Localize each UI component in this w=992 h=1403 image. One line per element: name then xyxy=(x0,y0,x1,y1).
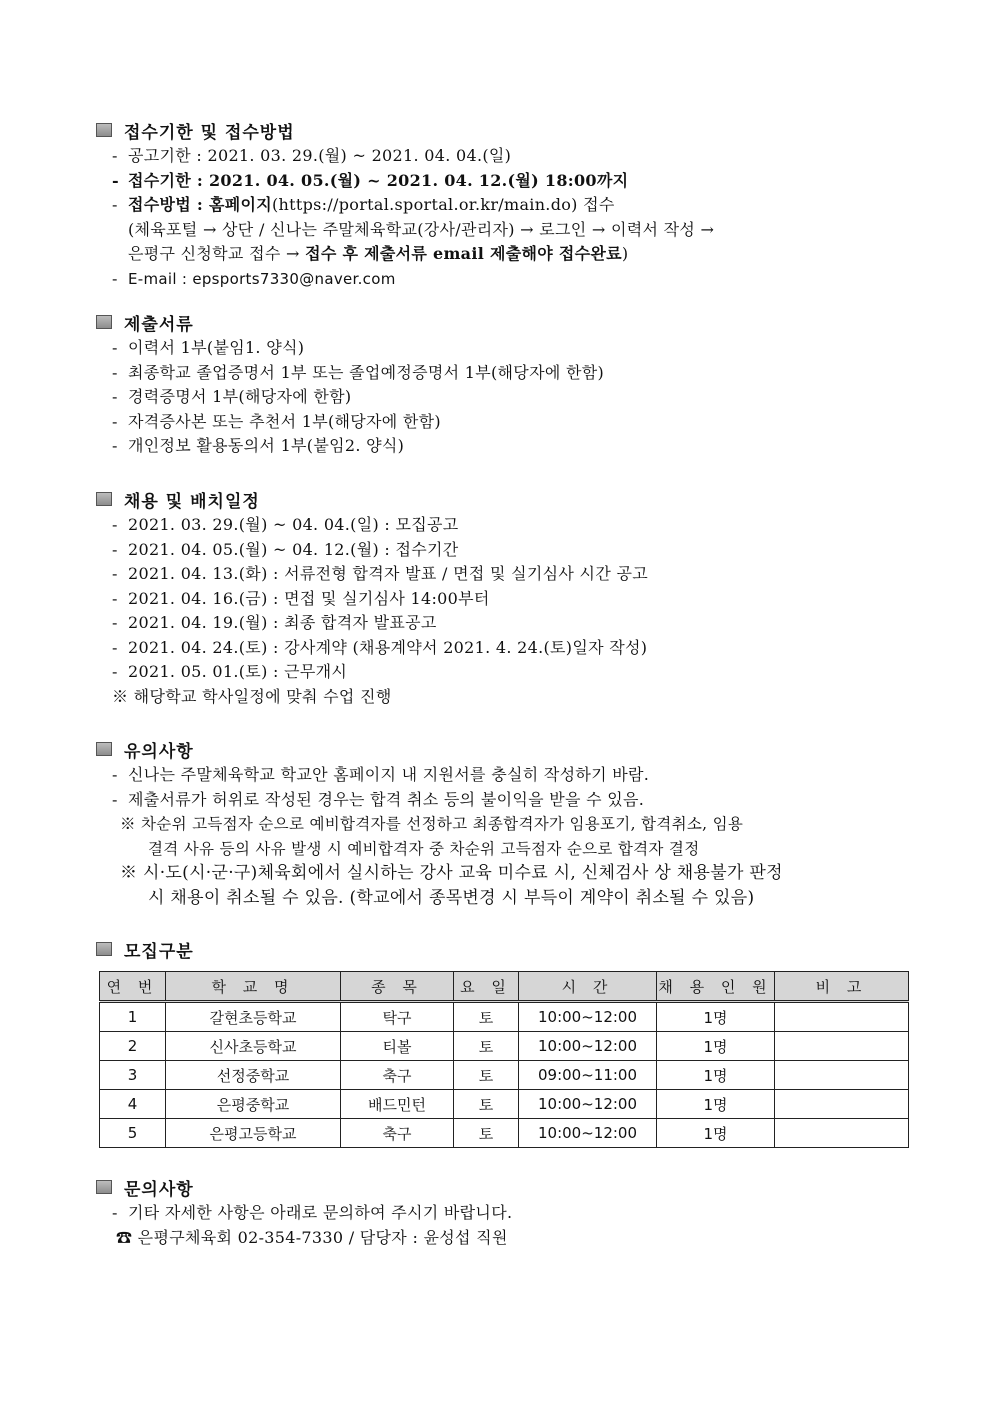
section-bullet-icon xyxy=(96,942,112,956)
section-schedule xyxy=(96,487,916,709)
table-row xyxy=(100,1061,909,1090)
caution-item: - 신나는 주말체육학교 학교안 홈페이지 내 지원서를 충실히 작성하기 바람. xyxy=(112,765,650,784)
list-item: - 최종학교 졸업증명서 1부 또는 졸업예정증명서 1부(해당자에 한함) xyxy=(112,362,605,382)
caution-note-cont: 시 채용이 취소될 수 있음. (학교에서 종목변경 시 부득이 계약이 취소될 수 있음) xyxy=(148,887,755,908)
cell-number: 2 xyxy=(100,1032,166,1061)
col-header-hires: 채 용 인 원 xyxy=(657,972,775,1002)
cell-hires: 1명 xyxy=(657,1061,775,1090)
col-header-time: 시 간 xyxy=(519,972,657,1002)
deadline-line: - 접수기한 : 2021. 04. 05.(월) ~ 2021. 04. 12.(월) 18:00까지 xyxy=(112,170,629,190)
section-title: 제출서류 xyxy=(124,314,194,335)
cell-hires: 1명 xyxy=(657,1002,775,1032)
schedule-item: - 2021. 04. 13.(화) : 서류전형 합격자 발표 / 면접 및 실기심사 시간 공고 xyxy=(112,564,648,583)
section-title: 모집구분 xyxy=(124,941,194,962)
section-recruit xyxy=(96,937,916,961)
col-header-number: 연 번 xyxy=(100,972,166,1002)
cell-day: 토 xyxy=(454,1090,519,1119)
table-row xyxy=(100,1090,909,1119)
cell-sport: 축구 xyxy=(341,1119,454,1148)
cell-school: 신사초등학교 xyxy=(166,1032,341,1061)
cell-hires: 1명 xyxy=(657,1119,775,1148)
section-bullet-icon xyxy=(96,742,112,756)
cell-school: 은평고등학교 xyxy=(166,1119,341,1148)
section-inquiry xyxy=(96,1175,916,1250)
cell-time: 10:00~12:00 xyxy=(519,1032,657,1061)
schedule-item: - 2021. 04. 24.(토) : 강사계약 (채용계약서 2021. 4. 24.(토)일자 작성) xyxy=(112,637,648,657)
cell-day: 토 xyxy=(454,1002,519,1032)
cell-number: 3 xyxy=(100,1061,166,1090)
section-bullet-icon xyxy=(96,492,112,506)
list-item: - 자격증사본 또는 추천서 1부(해당자에 한함) xyxy=(112,411,441,431)
col-header-day: 요 일 xyxy=(454,972,519,1002)
cell-remarks xyxy=(775,1061,909,1090)
col-header-remarks: 비 고 xyxy=(775,972,909,1002)
section-title: 문의사항 xyxy=(124,1179,194,1200)
list-item: - 이력서 1부(붙임1. 양식) xyxy=(112,338,305,357)
schedule-item: - 2021. 04. 05.(월) ~ 04. 12.(월) : 접수기간 xyxy=(112,539,459,559)
cell-day: 토 xyxy=(454,1032,519,1061)
section-deadline xyxy=(96,118,916,291)
cell-hires: 1명 xyxy=(657,1032,775,1061)
caution-item: - 제출서류가 허위로 작성된 경우는 합격 취소 등의 불이익을 받을 수 있음. xyxy=(112,789,645,809)
cell-sport: 티볼 xyxy=(341,1032,454,1061)
cell-sport: 탁구 xyxy=(341,1002,454,1032)
section-bullet-icon xyxy=(96,1180,112,1194)
inquiry-text: - 기타 자세한 사항은 아래로 문의하여 주시기 바랍니다. xyxy=(112,1203,513,1222)
schedule-item: - 2021. 03. 29.(월) ~ 04. 04.(일) : 모집공고 xyxy=(112,515,459,534)
cell-day: 토 xyxy=(454,1119,519,1148)
list-item: - 경력증명서 1부(해당자에 한함) xyxy=(112,387,352,406)
caution-note: ※ 차순위 고득점자 순으로 예비합격자를 선정하고 최종합격자가 임용포기, 합격취소, 임용 xyxy=(120,815,744,833)
cell-time: 10:00~12:00 xyxy=(519,1002,657,1032)
cell-time: 10:00~12:00 xyxy=(519,1119,657,1148)
cell-time: 09:00~11:00 xyxy=(519,1061,657,1090)
section-title: 접수기한 및 접수방법 xyxy=(124,122,295,143)
recruit-table xyxy=(99,971,909,1148)
method-line: - 접수방법 : 홈페이지(https://portal.sportal.or.kr/main.do) 접수 xyxy=(112,195,615,214)
method-detail-line: (체육포털 → 상단 / 신나는 주말체육학교(강사/관리자) → 로그인 → 이력서 작성 → xyxy=(128,219,715,239)
cell-hires: 1명 xyxy=(657,1090,775,1119)
cell-school: 갈현초등학교 xyxy=(166,1002,341,1032)
cell-school: 은평중학교 xyxy=(166,1090,341,1119)
cell-remarks xyxy=(775,1119,909,1148)
cell-number: 1 xyxy=(100,1002,166,1032)
section-title: 채용 및 배치일정 xyxy=(124,491,260,512)
schedule-item: - 2021. 04. 19.(월) : 최종 합격자 발표공고 xyxy=(112,613,437,632)
section-title: 유의사항 xyxy=(124,741,194,762)
schedule-note: ※ 해당학교 학사일정에 맞춰 수업 진행 xyxy=(112,686,392,706)
schedule-item: - 2021. 04. 16.(금) : 면접 및 실기심사 14:00부터 xyxy=(112,588,490,608)
caution-note-cont: 결격 사유 등의 사유 발생 시 예비합격자 중 차순위 고득점자 순으로 합격자 결정 xyxy=(148,839,700,858)
cell-day: 토 xyxy=(454,1061,519,1090)
table-row xyxy=(100,1032,909,1061)
list-item: - 개인정보 활용동의서 1부(붙임2. 양식) xyxy=(112,436,405,455)
section-bullet-icon xyxy=(96,315,112,329)
contact-line: ☎ 은평구체육회 02-354-7330 / 담당자 : 윤성섭 직원 xyxy=(116,1227,508,1247)
email-line: - E-mail : epsports7330@naver.com xyxy=(112,268,396,288)
cell-remarks xyxy=(775,1032,909,1061)
method-detail-line-2: 은평구 신청학교 접수 → 접수 후 제출서류 email 제출해야 접수완료) xyxy=(128,244,629,263)
cell-remarks xyxy=(775,1090,909,1119)
cell-number: 5 xyxy=(100,1119,166,1148)
col-header-school: 학 교 명 xyxy=(166,972,341,1002)
notice-period-line: - 공고기한 : 2021. 03. 29.(월) ~ 2021. 04. 04.(일) xyxy=(112,146,512,165)
cell-sport: 축구 xyxy=(341,1061,454,1090)
table-row xyxy=(100,1002,909,1032)
cell-remarks xyxy=(775,1002,909,1032)
caution-note: ※ 시·도(시·군·구)체육회에서 실시하는 강사 교육 미수료 시, 신체검사 상 채용불가 판정 xyxy=(120,863,783,883)
cell-time: 10:00~12:00 xyxy=(519,1090,657,1119)
section-cautions xyxy=(96,737,916,910)
cell-school: 선정중학교 xyxy=(166,1061,341,1090)
table-row xyxy=(100,1119,909,1148)
cell-sport: 배드민턴 xyxy=(341,1090,454,1119)
col-header-sport: 종 목 xyxy=(341,972,454,1002)
cell-number: 4 xyxy=(100,1090,166,1119)
table-header-row xyxy=(100,972,909,1002)
section-bullet-icon xyxy=(96,123,112,137)
section-documents xyxy=(96,310,916,459)
schedule-item: - 2021. 05. 01.(토) : 근무개시 xyxy=(112,662,348,681)
